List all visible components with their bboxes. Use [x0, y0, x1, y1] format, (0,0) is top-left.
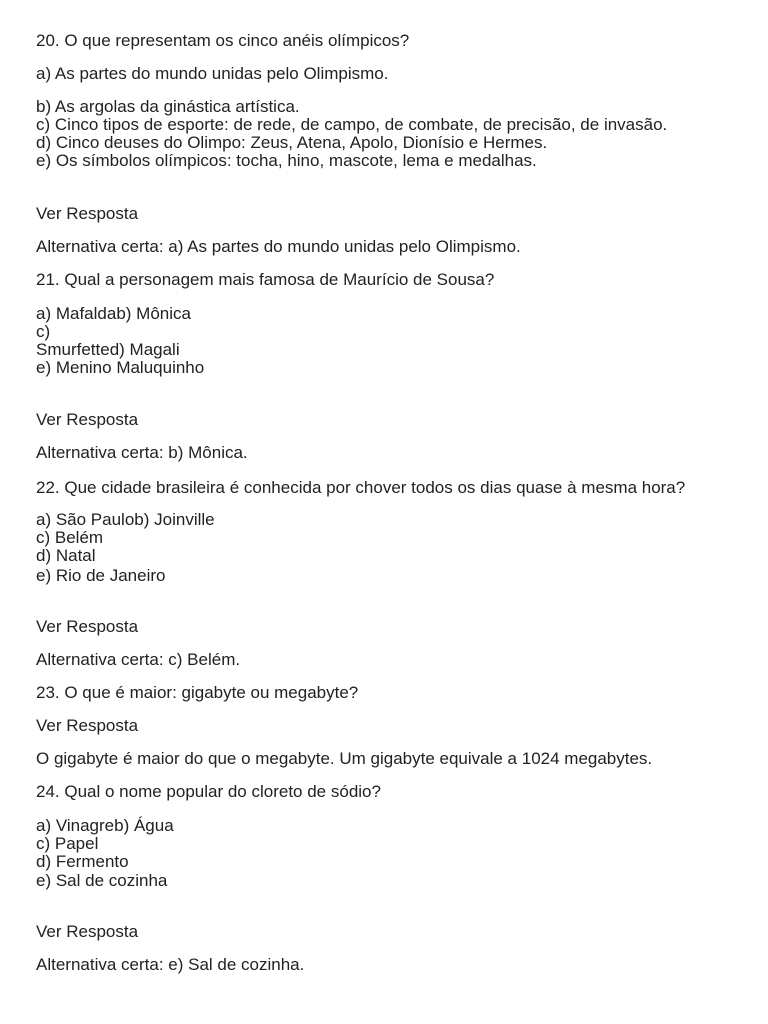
- option-20-c: c) Cinco tipos de esporte: de rede, de campo, de combate, de precisão, de invasão.: [36, 115, 668, 134]
- option-24-c: c) Papel: [36, 834, 99, 853]
- answer-22: Alternativa certa: c) Belém.: [36, 650, 241, 669]
- reveal-answer-link-21[interactable]: Ver Resposta: [36, 410, 139, 429]
- option-22-e: e) Rio de Janeiro: [36, 566, 166, 585]
- option-24-e: e) Sal de cozinha: [36, 871, 168, 890]
- question-22: 22. Que cidade brasileira é conhecida por chover todos os dias quase à mesma hora?: [36, 478, 686, 497]
- option-20-b: b) As argolas da ginástica artística.: [36, 97, 300, 116]
- reveal-answer-link-22[interactable]: Ver Resposta: [36, 617, 139, 636]
- option-21-e: e) Menino Maluquinho: [36, 358, 205, 377]
- question-23: 23. O que é maior: gigabyte ou megabyte?: [36, 683, 359, 702]
- option-21-ab: a) Mafaldab) Mônica: [36, 304, 191, 323]
- option-22-d: d) Natal: [36, 546, 96, 565]
- option-21-cd: Smurfetted) Magali: [36, 340, 180, 359]
- answer-23: O gigabyte é maior do que o megabyte. Um gigabyte equivale a 1024 megabytes.: [36, 749, 653, 768]
- answer-24: Alternativa certa: e) Sal de cozinha.: [36, 955, 305, 974]
- option-24-d: d) Fermento: [36, 852, 129, 871]
- option-21-c: c): [36, 322, 51, 341]
- option-20-a: a) As partes do mundo unidas pelo Olimpismo.: [36, 64, 389, 83]
- option-20-e: e) Os símbolos olímpicos: tocha, hino, mascote, lema e medalhas.: [36, 151, 537, 170]
- reveal-answer-link-20[interactable]: Ver Resposta: [36, 204, 139, 223]
- answer-21: Alternativa certa: b) Mônica.: [36, 443, 248, 462]
- option-20-d: d) Cinco deuses do Olimpo: Zeus, Atena, Apolo, Dionísio e Hermes.: [36, 133, 548, 152]
- option-24-ab: a) Vinagreb) Água: [36, 816, 174, 835]
- answer-20: Alternativa certa: a) As partes do mundo unidas pelo Olimpismo.: [36, 237, 521, 256]
- reveal-answer-link-23[interactable]: Ver Resposta: [36, 716, 139, 735]
- option-22-ab: a) São Paulob) Joinville: [36, 510, 215, 529]
- question-24: 24. Qual o nome popular do cloreto de sódio?: [36, 782, 381, 801]
- option-22-c: c) Belém: [36, 528, 104, 547]
- reveal-answer-link-24[interactable]: Ver Resposta: [36, 922, 139, 941]
- question-20: 20. O que representam os cinco anéis olímpicos?: [36, 31, 410, 50]
- question-21: 21. Qual a personagem mais famosa de Maurício de Sousa?: [36, 270, 495, 289]
